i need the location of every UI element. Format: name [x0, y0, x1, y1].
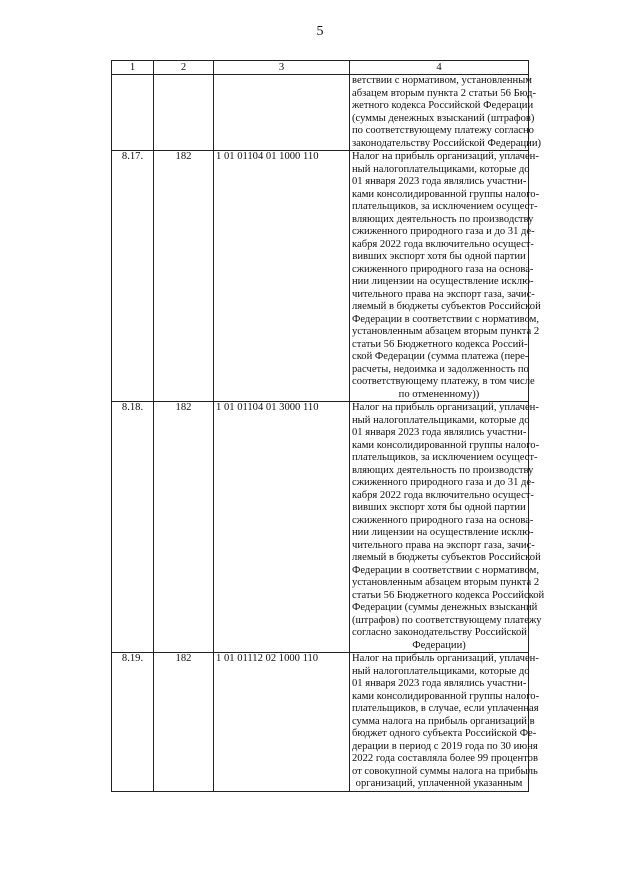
description-line: установленным абзацем вторым пункта 2 — [352, 326, 540, 337]
column-header-3: 3 — [214, 61, 350, 75]
column-header-4: 4 — [350, 61, 529, 75]
description-line: Налог на прибыль организаций, уплачен- — [352, 151, 539, 162]
description-line: плательщиков, в случае, если уплаченная — [352, 703, 539, 714]
description-line: по отмененному)) — [398, 388, 480, 400]
description-line: согласно законодательству Российской — [352, 627, 527, 638]
description-line: соответствующему платежу, в том числе — [352, 376, 535, 387]
budget-classification-code: 1 01 01104 01 3000 110 — [214, 402, 350, 653]
budget-classification-code — [214, 75, 350, 151]
income-description — [350, 75, 542, 151]
description-line: Налог на прибыль организаций, уплачен- — [352, 402, 539, 413]
row-number: 8.17. — [112, 151, 154, 402]
description-line: ный налогоплательщиками, которые до — [352, 414, 530, 426]
description-line: вляющих деятельность по производству — [352, 464, 534, 476]
description-line: ный налогоплательщиками, которые до — [352, 665, 530, 677]
admin-code: 182 — [154, 151, 214, 402]
description-line: по соответствующему платежу согласно — [352, 125, 534, 136]
description-line: абзацем вторым пункта 2 статьи 56 Бюд- — [352, 87, 536, 99]
description-line: ляемый в бюджеты субъектов Российской — [352, 552, 541, 563]
description-line: Федерации в соответствии с нормативом, — [352, 564, 540, 576]
description-line: ляемый в бюджеты субъектов Российской — [352, 301, 541, 312]
description-line: вивших экспорт хотя бы одной партии — [352, 502, 526, 513]
table-body — [112, 75, 545, 792]
description-line: бюджет одного субъекта Российской Фе- — [352, 728, 537, 739]
description-line: нии лицензии на осуществление исклю- — [352, 527, 534, 538]
description-line: статьи 56 Бюджетного кодекса Российской — [352, 589, 545, 601]
income-description — [350, 653, 540, 792]
description-line: нии лицензии на осуществление исклю- — [352, 276, 534, 287]
table-row — [112, 75, 529, 151]
page-number: 5 — [316, 24, 324, 39]
description-line: Налог на прибыль организаций, уплачен- — [352, 653, 539, 664]
admin-code: 182 — [154, 402, 214, 653]
description-line: ками консолидированной группы налого- — [352, 439, 540, 451]
table-header-row — [112, 61, 529, 75]
budget-classification-code: 1 01 01112 02 1000 110 — [214, 653, 350, 792]
budget-classification-table — [111, 60, 545, 792]
row-number: 8.19. — [112, 653, 154, 792]
description-line: расчеты, недоимка и задолженность по — [352, 363, 529, 375]
description-line: плательщиков, за исключением осущест- — [352, 201, 538, 212]
row-number: 8.18. — [112, 402, 154, 653]
description-line: плательщиков, за исключением осущест- — [352, 452, 538, 463]
description-line: от совокупной суммы налога на прибыль — [352, 765, 538, 777]
description-line: сжиженного природного газа на основа- — [352, 263, 534, 275]
description-line: 2022 года составляла более 99 процентов — [352, 753, 538, 764]
description-line: кабря 2022 года включительно осущест- — [352, 489, 534, 501]
description-line: сжиженного природного газа и до 31 де- — [352, 477, 535, 488]
row-number — [112, 75, 154, 151]
column-header-1: 1 — [112, 61, 154, 75]
description-line: вивших экспорт хотя бы одной партии — [352, 251, 526, 262]
table-row — [112, 653, 529, 792]
table-row — [112, 402, 529, 653]
description-line: ный налогоплательщиками, которые до — [352, 163, 530, 175]
description-line: ками консолидированной группы налого- — [352, 690, 540, 702]
admin-code: 182 — [154, 653, 214, 792]
description-line: Федерации) — [412, 639, 466, 651]
description-line: ской Федерации (сумма платежа (пере- — [352, 351, 529, 362]
description-line: чительного права на экспорт газа, зачис- — [352, 539, 535, 551]
description-line: ками консолидированной группы налого- — [352, 188, 540, 200]
budget-classification-code: 1 01 01104 01 1000 110 — [214, 151, 350, 402]
description-line: кабря 2022 года включительно осущест- — [352, 238, 534, 250]
table-row — [112, 151, 529, 402]
description-line: организаций, уплаченной указанным — [355, 778, 523, 789]
description-line: жетного кодекса Российской Федерации — [352, 100, 534, 111]
description-line: 01 января 2023 года являлись участни- — [352, 427, 527, 438]
description-line: сжиженного природного газа и до 31 де- — [352, 226, 535, 237]
description-line: законодательству Российской Федерации) — [352, 137, 542, 149]
description-line: дерации в период с 2019 года по 30 июня — [352, 740, 538, 752]
description-line: чительного права на экспорт газа, зачис- — [352, 288, 535, 300]
description-line: сумма налога на прибыль организаций в — [352, 715, 535, 727]
description-line: сжиженного природного газа на основа- — [352, 514, 534, 526]
description-line: 01 января 2023 года являлись участни- — [352, 678, 527, 689]
description-line: Федерации (суммы денежных взысканий — [352, 602, 538, 613]
income-description — [350, 151, 541, 402]
admin-code — [154, 75, 214, 151]
income-description — [350, 402, 545, 653]
description-line: 01 января 2023 года являлись участни- — [352, 176, 527, 187]
description-line: статьи 56 Бюджетного кодекса Россий- — [352, 338, 528, 350]
description-line: ветствии с нормативом, установленным — [352, 75, 532, 86]
description-line: (штрафов) по соответствующему платежу — [352, 614, 542, 626]
description-line: установленным абзацем вторым пункта 2 — [352, 577, 540, 588]
description-line: Федерации в соответствии с нормативом, — [352, 313, 540, 325]
column-header-2: 2 — [154, 61, 214, 75]
description-line: вляющих деятельность по производству — [352, 213, 534, 225]
description-line: (суммы денежных взысканий (штрафов) — [352, 112, 535, 124]
